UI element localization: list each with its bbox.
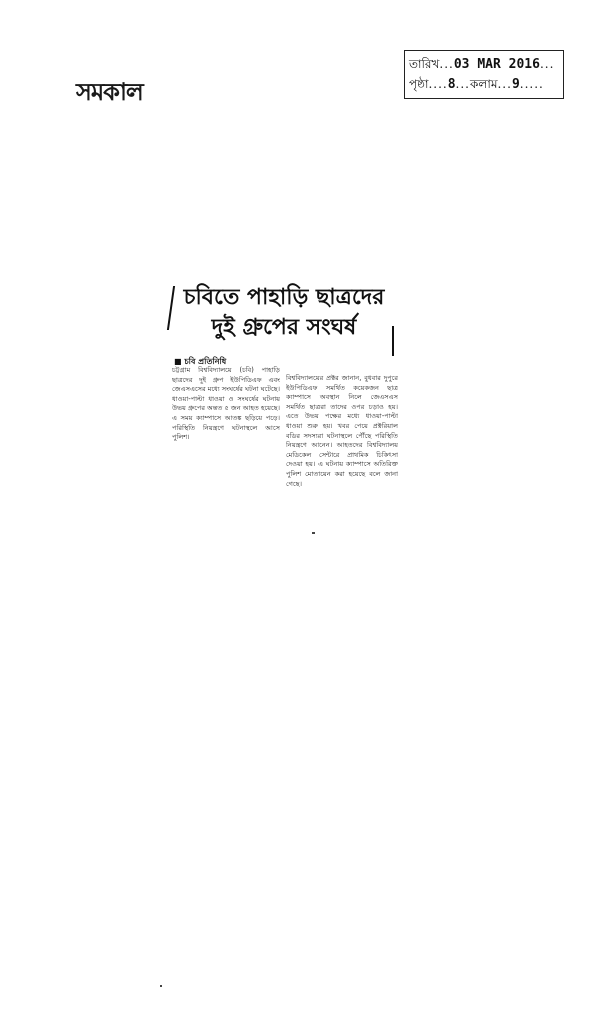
article-headline (174, 282, 394, 342)
stamp-page-row: পৃষ্ঠা....8...কলাম...9..... (409, 77, 544, 92)
news-clipping (170, 282, 400, 522)
article-column-2: বিশ্ববিদ্যালয়ের প্রক্টর জানান, বুধবার দুপুরে ইউপিডিএফ সমর্থিত কয়েকজন ছাত্র ক্যাম্পাসে অবস্থান নিলে জেএসএস সমর্থিত ছাত্ররা তাদের ওপর চড়াও হয়। এতে উভয় পক্ষের মধ্যে ধাওয়া-পাল্টা ধাওয়া শুরু হয়। খবর পেয়ে প্রক্টরিয়াল বডির সদস্যরা ঘটনাস্থলে পৌঁছে পরিস্থিতি নিয়ন্ত্রণে আনেন। আহতদের বিশ্ববিদ্যালয় মেডিকেল সেন্টারে প্রাথমিক চিকিৎসা দেওয়া হয়। এ ঘটনায় ক্যাম্পাসে অতিরিক্ত পুলিশ মোতায়েন করা হয়েছে বলে জানা গেছে। (286, 374, 398, 488)
article-column-1: চট্টগ্রাম বিশ্ববিদ্যালয়ে (চবি) পাহাড়ি ছাত্রদের দুই গ্রুপ ইউপিডিএফ এবং জেএসএসের মধ্যে সংঘর্ষের ঘটনা ঘটেছে। ধাওয়া-পাল্টা ধাওয়া ও সংঘর্ষের ঘটনায় উভয় গ্রুপের অন্তত ৫ জন আহত হয়েছে। এ সময় ক্যাম্পাসে আতঙ্ক ছড়িয়ে পড়ে। পরিস্থিতি নিয়ন্ত্রণে ঘটনাস্থলে আসে পুলিশ। (172, 366, 280, 442)
scan-speck (160, 985, 162, 987)
scan-speck (312, 532, 315, 534)
stamp-page-value: 8 (447, 77, 456, 92)
stamp-column-value: 9 (511, 77, 520, 92)
headline-line-1: চবিতে পাহাড়ি ছাত্রদের (183, 284, 385, 310)
stamp-date-row: তারিখ...03 MAR 2016... (409, 57, 555, 72)
stamp-page-label: পৃষ্ঠা (409, 77, 429, 91)
stamp-date-value: 03 MAR 2016 (453, 57, 540, 72)
headline-line-2: দুই গ্রুপের সংঘর্ষ (211, 314, 357, 340)
article-byline: ■ চবি প্রতিনিধি (174, 357, 227, 366)
stamp-column-label: কলাম (470, 77, 498, 91)
clipping-stamp (404, 50, 564, 99)
newspaper-masthead: সমকাল (76, 77, 143, 106)
stamp-date-label: তারিখ (409, 57, 440, 71)
